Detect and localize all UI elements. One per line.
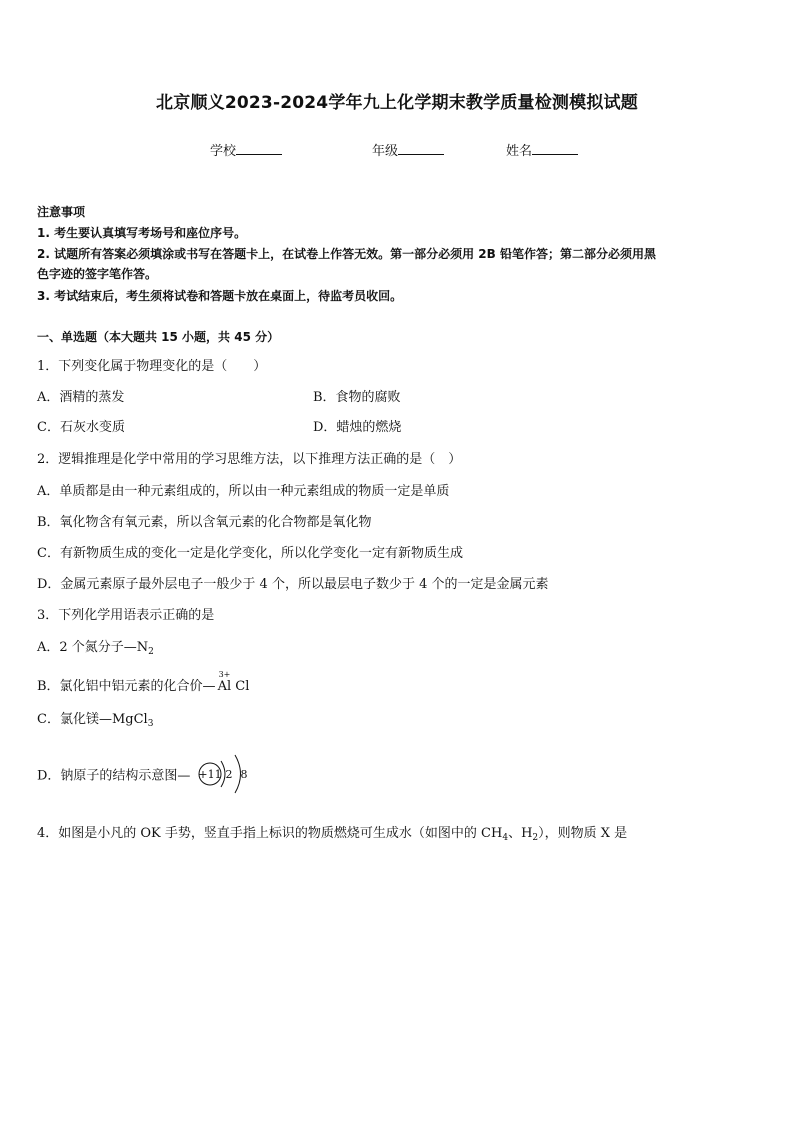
q3-option-a[interactable]: [37, 636, 154, 657]
q4-subscript-1: 4: [502, 833, 509, 843]
q4-subscript-2: 2: [532, 833, 539, 843]
name-blank[interactable]: [532, 142, 578, 155]
name-label: 姓名: [506, 144, 533, 159]
valence-superscript: 3+: [218, 670, 231, 679]
q1-option-c[interactable]: C．石灰水变质: [37, 420, 125, 435]
q4-stem-part-2: 、H: [508, 826, 533, 841]
q3-option-b[interactable]: [37, 670, 250, 694]
note-item: 3. 考试结束后，考生须将试卷和答题卡放在桌面上，待监考员收回。: [37, 289, 403, 303]
q3-b-text: B．氯化铝中铝元素的化合价—: [37, 679, 216, 694]
note-item: 色字迹的签字笔作答。: [37, 267, 158, 281]
school-field[interactable]: [210, 140, 282, 159]
sodium-atom-structure-diagram: [197, 752, 263, 796]
page-title: 北京顺义2023-2024学年九上化学期末教学质量检测模拟试题: [156, 93, 638, 113]
q3-a-text: A．2 个氮分子—N: [37, 640, 149, 655]
valence-notation: [217, 670, 232, 694]
q4-stem-part-3: ），则物质 X 是: [538, 826, 628, 841]
aluminum-symbol: Al: [217, 679, 232, 694]
name-field[interactable]: [506, 140, 578, 159]
chlorine-symbol: Cl: [231, 679, 250, 694]
q2-option-c[interactable]: C．有新物质生成的变化一定是化学变化，所以化学变化一定有新物质生成: [37, 546, 463, 561]
notes-heading: 注意事项: [37, 205, 86, 219]
question-2-stem: 2．逻辑推理是化学中常用的学习思维方法，以下推理方法正确的是（ ）: [37, 452, 462, 467]
q2-option-b[interactable]: B．氧化物含有氧元素，所以含氧元素的化合物都是氧化物: [37, 515, 372, 530]
q1-option-b[interactable]: B．食物的腐败: [313, 390, 401, 405]
q2-option-d[interactable]: D．金属元素原子最外层电子一般少于 4 个，所以最层电子数少于 4 个的一定是金属元素: [37, 577, 549, 592]
q3-option-d[interactable]: [37, 752, 263, 796]
grade-label: 年级: [372, 144, 399, 159]
question-3-stem: 3．下列化学用语表示正确的是: [37, 608, 215, 623]
q1-option-d[interactable]: D．蜡烛的燃烧: [313, 420, 402, 435]
grade-field[interactable]: [372, 140, 444, 159]
section-heading: 一、单选题（本大题共 15 小题，共 45 分）: [37, 330, 280, 344]
shell-2-electrons: 8: [240, 768, 248, 781]
q3-option-c[interactable]: [37, 708, 153, 729]
q4-stem-part-1: 4．如图是小凡的 OK 手势，竖直手指上标识的物质燃烧可生成水（如图中的 CH: [37, 826, 503, 841]
q2-option-a[interactable]: A．单质都是由一种元素组成的，所以由一种元素组成的物质一定是单质: [37, 484, 450, 499]
school-label: 学校: [210, 144, 237, 159]
question-4-stem: [37, 822, 627, 843]
school-blank[interactable]: [236, 142, 282, 155]
q3-a-subscript: 2: [148, 647, 154, 657]
note-item: 2. 试题所有答案必须填涂或书写在答题卡上，在试卷上作答无效。第一部分必须用 2B 铅笔作答；第二部分必须用黑: [37, 247, 656, 261]
note-item: 1. 考生要认真填写考场号和座位序号。: [37, 226, 247, 240]
nucleus-charge: +11: [197, 768, 222, 781]
q3-d-text: D．钠原子的结构示意图—: [37, 768, 191, 784]
q3-c-text: C．氯化镁—MgCl: [37, 712, 148, 727]
grade-blank[interactable]: [398, 142, 444, 155]
question-1-stem: 1．下列变化属于物理变化的是（ ）: [37, 359, 267, 374]
shell-1-electrons: 2: [225, 768, 233, 781]
q1-option-a[interactable]: A．酒精的蒸发: [37, 390, 125, 405]
q3-c-subscript: 3: [147, 719, 154, 729]
student-info-fields: [0, 140, 794, 160]
